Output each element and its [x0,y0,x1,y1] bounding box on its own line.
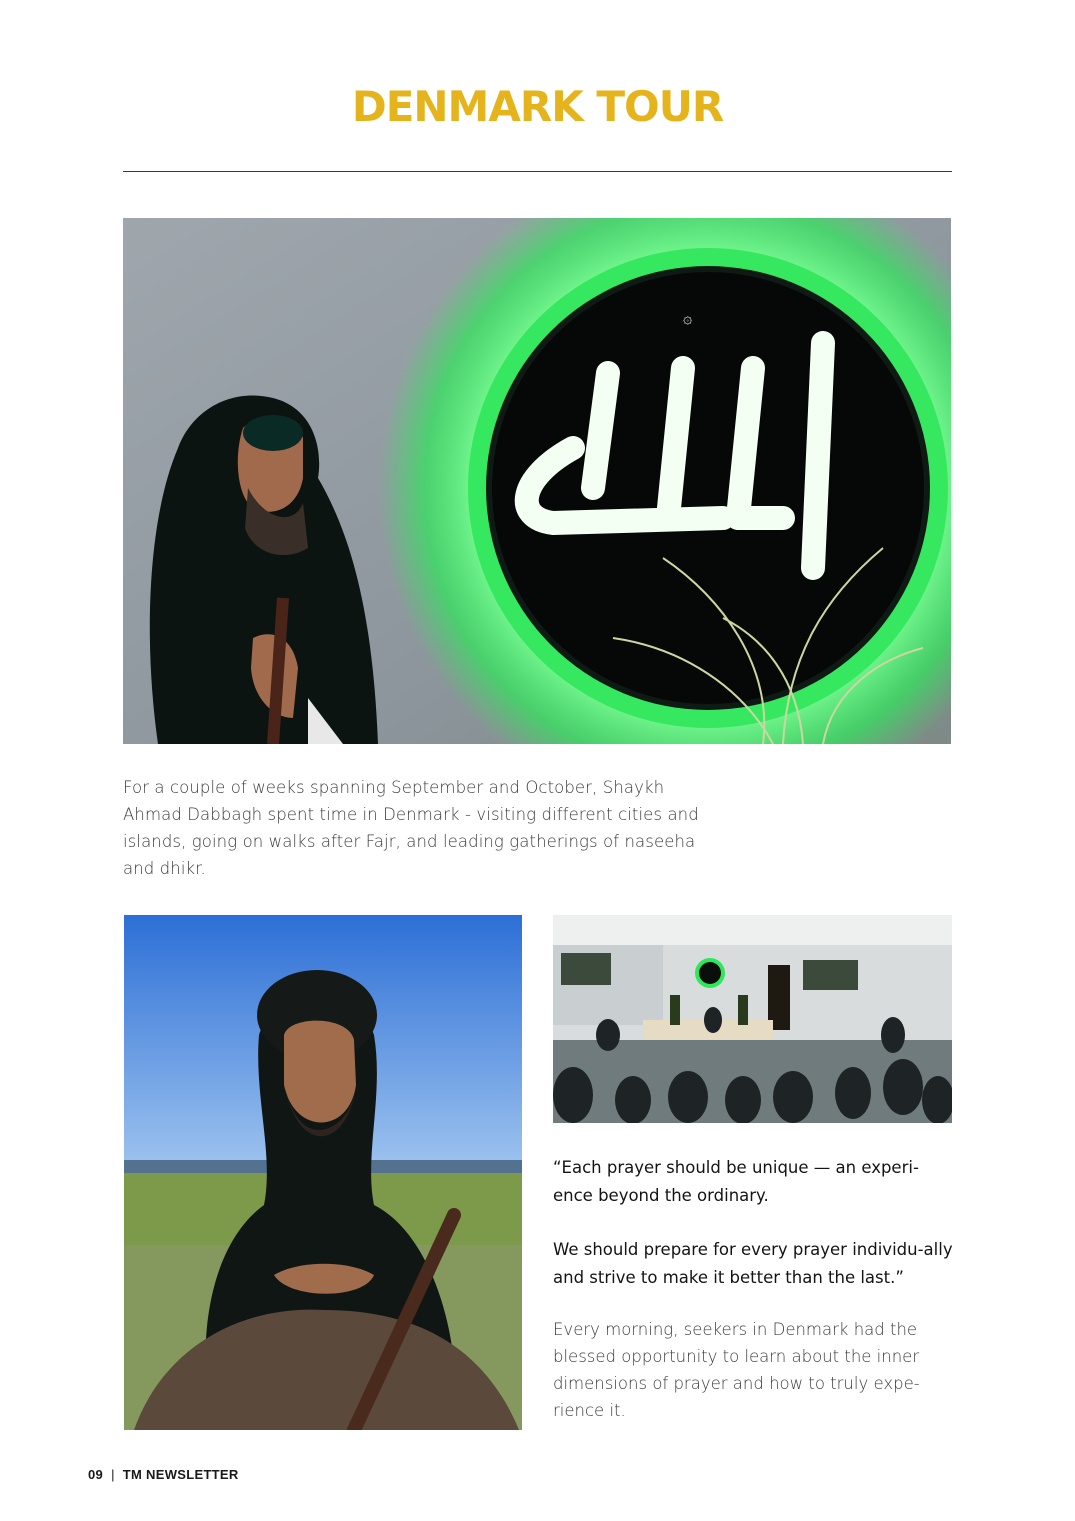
intro-paragraph: For a couple of weeks spanning September and October, Shaykh Ahmad Dabbagh spent time in Denmark - visiting different cities and islands, going on walks after Fajr, and leading gatherings of naseeha and dhikr. [123,778,699,878]
quote-line-1: “Each prayer should be unique — an experi-ence beyond the ordinary. [553,1158,919,1205]
page-number: 09 [88,1467,104,1482]
page-footer [88,1467,239,1482]
hero-photo [123,218,951,744]
footer-separator: | [111,1467,115,1482]
page-title: DENMARK TOUR [351,82,724,131]
quote-line-2: We should prepare for every prayer individu-ally and strive to make it better than the last.” [553,1240,953,1287]
outdoor-portrait-photo [124,915,522,1430]
body-paragraph: Every morning, seekers in Denmark had the blessed opportunity to learn about the inner dimensions of prayer and how to truly expe-rience it. [553,1320,920,1420]
publication-name: TM NEWSLETTER [122,1467,239,1482]
svg-text:۞: ۞ [683,308,693,327]
title-divider [123,171,952,172]
gathering-hall-photo [553,915,952,1123]
